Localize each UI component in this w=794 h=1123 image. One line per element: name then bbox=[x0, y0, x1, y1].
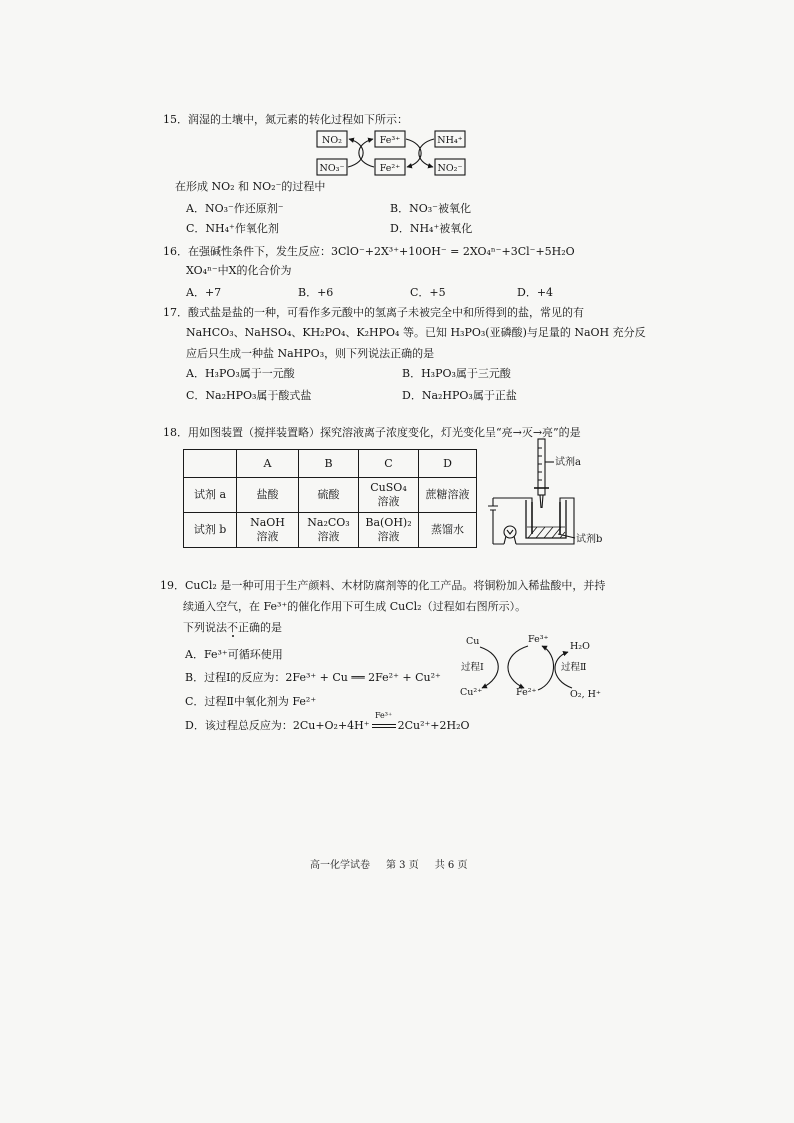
table-cell bbox=[359, 478, 419, 513]
table-header-row bbox=[184, 450, 477, 478]
page-footer bbox=[310, 859, 483, 873]
table-cell bbox=[419, 478, 477, 513]
label-reagent-b: 试剂b bbox=[576, 534, 603, 545]
burette-ticks bbox=[538, 448, 542, 480]
footer-total: 共 6 页 bbox=[434, 860, 468, 871]
label-step-1: 过程Ⅰ bbox=[461, 662, 484, 673]
label-step-2: 过程Ⅱ bbox=[561, 662, 587, 673]
label-cu: Cu bbox=[466, 636, 480, 647]
label-fe2: Fe²⁺ bbox=[516, 687, 537, 698]
q19-option-b: B．过程Ⅰ的反应为：2Fe³⁺ + Cu ══ 2Fe²⁺ + Cu²⁺ bbox=[185, 671, 441, 684]
equation-products: 2Cu²⁺+2H₂O bbox=[397, 719, 470, 732]
burette bbox=[538, 439, 545, 495]
q16-option-d: D．+4 bbox=[517, 286, 554, 299]
q15-option-c: C．NH₄⁺作氧化剂 bbox=[186, 222, 279, 235]
cell-line: 蔗糖溶液 bbox=[425, 488, 470, 501]
arrow-fe2-to-fe3 bbox=[538, 646, 554, 690]
label-h2o: H₂O bbox=[570, 641, 590, 652]
equation-condition bbox=[372, 711, 396, 733]
conductivity-apparatus-diagram bbox=[488, 438, 606, 550]
q15-option-d: D．NH₄⁺被氧化 bbox=[390, 222, 473, 235]
q15-option-b: B．NO₃⁻被氧化 bbox=[390, 202, 471, 215]
ask-part: 正确的是 bbox=[238, 621, 282, 634]
equation-reactants: D．该过程总反应为：2Cu+O₂+4H⁺ bbox=[185, 719, 370, 732]
table-cell bbox=[299, 513, 359, 548]
label-no3: NO₃⁻ bbox=[319, 163, 345, 174]
q17-option-c: C．Na₂HPO₃属于酸式盐 bbox=[186, 389, 312, 402]
cell-line: CuSO₄ bbox=[370, 481, 407, 494]
table-header-b: B bbox=[299, 450, 359, 478]
label-no2-ion: NO₂⁻ bbox=[437, 163, 463, 174]
table-header-c: C bbox=[359, 450, 419, 478]
battery bbox=[488, 498, 498, 544]
table-row bbox=[184, 478, 477, 513]
q17-line-2: NaHCO₃、NaHSO₄、KH₂PO₄、K₂HPO₄ 等。已知 H₃PO₃(亚磷酸)与足量的 NaOH 充分反 bbox=[186, 326, 646, 339]
q15-option-a: A．NO₃⁻作还原剂⁻ bbox=[186, 202, 284, 215]
cell-line: 硫酸 bbox=[317, 488, 340, 501]
label-cu2: Cu²⁺ bbox=[460, 687, 483, 698]
q17-option-b: B．H₃PO₃属于三元酸 bbox=[402, 367, 511, 380]
q16-option-c: C．+5 bbox=[410, 286, 446, 299]
q16-stem: 16．在强碱性条件下，发生反应：3ClO⁻+2X³⁺+10OH⁻ = 2XO₄ⁿ⁻+3Cl⁻+5H₂O bbox=[163, 245, 575, 258]
table-header-a: A bbox=[237, 450, 299, 478]
footer-title: 高一化学试卷 bbox=[310, 860, 370, 871]
q19-option-a: A．Fe³⁺可循环使用 bbox=[185, 648, 283, 661]
electrodes bbox=[532, 502, 560, 534]
table-cell bbox=[237, 478, 299, 513]
q19-option-d bbox=[185, 711, 470, 733]
arrow-no3-to-no2 bbox=[348, 139, 363, 167]
nitrogen-conversion-diagram bbox=[314, 128, 474, 180]
label-fe3: Fe³⁺ bbox=[528, 634, 549, 645]
row-label-reagent-a: 试剂 a bbox=[184, 478, 237, 513]
wire-bottom bbox=[493, 498, 574, 544]
footer-page: 第 3 页 bbox=[386, 860, 419, 871]
label-nh4: NH₄⁺ bbox=[437, 135, 463, 146]
q15-stem: 15．润湿的土壤中，氮元素的转化过程如下所示： bbox=[163, 113, 408, 126]
cell-line: 盐酸 bbox=[256, 488, 279, 501]
q19-line-2: 续通入空气，在 Fe³⁺的催化作用下可生成 CuCl₂（过程如右图所示）。 bbox=[183, 600, 527, 613]
q16-ask: XO₄ⁿ⁻中X的化合价为 bbox=[186, 264, 292, 277]
q19-ask bbox=[183, 621, 282, 635]
q15-substem: 在形成 NO₂ 和 NO₂⁻的过程中 bbox=[175, 180, 326, 193]
cell-line: 溶液 bbox=[317, 530, 340, 543]
q19-option-c: C．过程Ⅱ中氧化剂为 Fe²⁺ bbox=[185, 695, 317, 708]
copper-chloride-process-diagram bbox=[458, 630, 606, 702]
cell-line: 蒸馏水 bbox=[431, 523, 464, 536]
ask-emphasis: 不 bbox=[227, 621, 238, 634]
cell-line: 溶液 bbox=[377, 530, 400, 543]
table-cell bbox=[359, 513, 419, 548]
label-reagent-a: 试剂a bbox=[555, 457, 581, 468]
catalyst-label: Fe³⁺ bbox=[374, 711, 393, 720]
row-label-reagent-b: 试剂 b bbox=[184, 513, 237, 548]
burette-tip bbox=[540, 495, 543, 508]
arrow-fe2-to-fe3 bbox=[359, 139, 374, 167]
table-row bbox=[184, 513, 477, 548]
q17-line-1: 17．酸式盐是盐的一种，可看作多元酸中的氢离子未被完全中和所得到的盐，常见的有 bbox=[163, 306, 584, 319]
table-cell bbox=[237, 513, 299, 548]
cell-line: Na₂CO₃ bbox=[307, 516, 350, 529]
cell-line: NaOH bbox=[250, 516, 285, 529]
q19-line-1: 19．CuCl₂ 是一种可用于生产颜料、木材防腐剂等的化工产品。将铜粉加入稀盐酸中，并持 bbox=[160, 579, 606, 592]
table-cell bbox=[299, 478, 359, 513]
table-header-d: D bbox=[419, 450, 477, 478]
reagent-table bbox=[183, 449, 477, 548]
arrow-fe3-to-fe2 bbox=[508, 646, 528, 688]
table-corner-cell bbox=[184, 450, 237, 478]
equals-sign bbox=[372, 724, 396, 728]
label-o2-h: O₂, H⁺ bbox=[570, 689, 601, 700]
label-no2: NO₂ bbox=[322, 135, 342, 146]
q17-option-d: D．Na₂HPO₃属于正盐 bbox=[402, 389, 517, 402]
label-fe2: Fe²⁺ bbox=[379, 163, 401, 174]
ask-part: 下列说法 bbox=[183, 621, 227, 634]
q16-option-b: B．+6 bbox=[298, 286, 334, 299]
q16-option-a: A．+7 bbox=[186, 286, 222, 299]
q17-line-3: 应后只生成一种盐 NaHPO₃，则下列说法正确的是 bbox=[186, 347, 435, 360]
table-cell bbox=[419, 513, 477, 548]
bulb-filament bbox=[504, 530, 516, 544]
q17-option-a: A．H₃PO₃属于一元酸 bbox=[186, 367, 295, 380]
label-fe3: Fe³⁺ bbox=[379, 135, 401, 146]
cell-line: 溶液 bbox=[377, 495, 400, 508]
cell-line: 溶液 bbox=[256, 530, 279, 543]
cell-line: Ba(OH)₂ bbox=[365, 516, 412, 529]
q18-stem: 18．用如图装置（搅拌装置略）探究溶液离子浓度变化，灯光变化呈“亮→灭→亮”的是 bbox=[163, 426, 581, 439]
